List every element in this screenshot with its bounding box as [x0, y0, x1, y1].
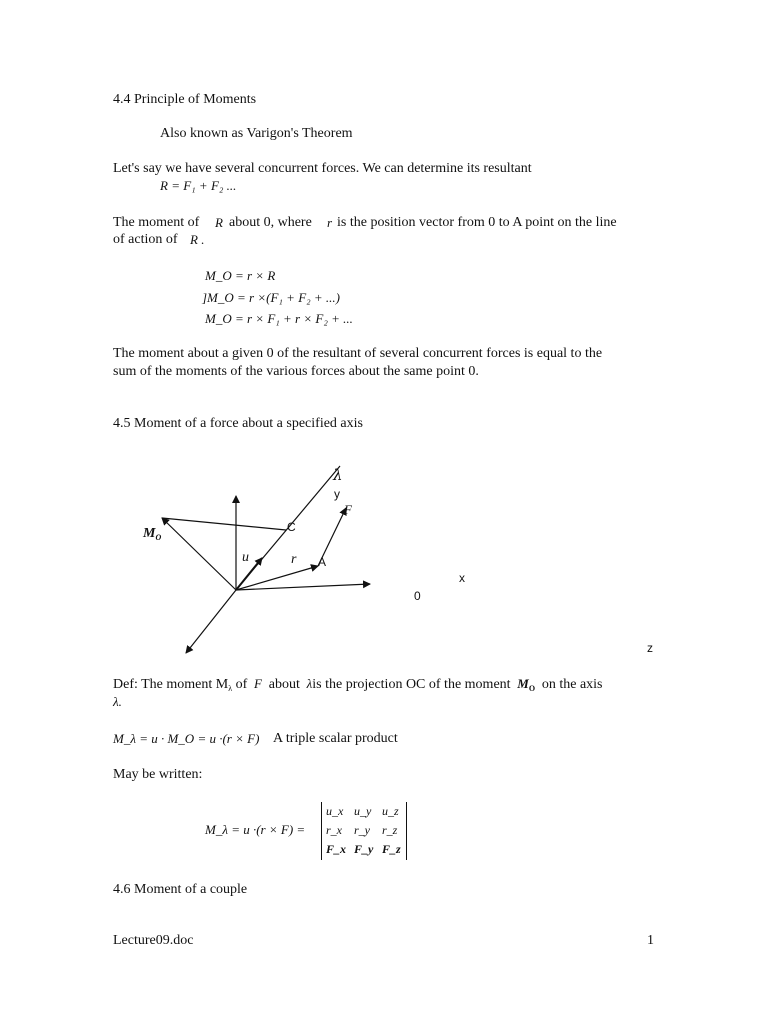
r-label: r — [291, 552, 297, 567]
def-F-symbol: F — [250, 676, 266, 691]
u-vector — [236, 558, 262, 590]
footer-filename: Lecture09.doc — [113, 933, 194, 948]
C-label: C — [287, 520, 296, 534]
statement-line1: The moment about a given 0 of the resultant of several concurrent forces is equal to the — [113, 346, 603, 361]
footer-page-number: 1 — [647, 933, 654, 948]
equation-1: M_O = r × R — [205, 268, 276, 283]
det-uz: u_z — [382, 804, 399, 818]
det-ry: r_y — [354, 823, 370, 837]
def-part-c: about — [268, 677, 300, 692]
statement-line2: sum of the moments of the various forces about the same point 0. — [113, 364, 479, 379]
section-heading-4-4: 4.4 Principle of Moments — [113, 92, 257, 107]
section-subtitle: Also known as Varigon's Theorem — [160, 126, 353, 141]
det-ux: u_x — [326, 804, 344, 818]
z-label: z — [647, 641, 653, 655]
determinant-matrix — [321, 802, 407, 860]
equation-2: ]M_O = r ×(F₁ + F₂ + ...) — [202, 290, 341, 305]
Mo-label: $M_O$ — [143, 526, 162, 542]
r-vector-symbol: r — [327, 215, 333, 230]
F-label: F — [344, 502, 352, 517]
intro-text: Let's say we have several concurrent forces. We can determine its resultant — [113, 161, 532, 176]
det-Fx: F_x — [326, 842, 347, 856]
definition-line2: λ. — [113, 694, 122, 709]
resultant-equation: R = F₁ + F₂ ... — [160, 178, 237, 193]
A-label: A — [318, 555, 327, 569]
moment-line2: of action of — [113, 232, 178, 247]
def-Mo-symbol: $M_O$ — [514, 676, 536, 693]
def-part-b: of — [235, 677, 248, 692]
y-label: y — [334, 487, 340, 501]
def-lambda-symbol: λ — [303, 676, 313, 691]
section-heading-4-5: 4.5 Moment of a force about a specified axis — [113, 416, 363, 431]
u-label: u — [242, 550, 249, 565]
det-rz: r_z — [382, 823, 398, 837]
triple-product-equation: M_λ = u · M_O = u ·(r × F) — [113, 731, 260, 746]
det-uy: u_y — [354, 804, 372, 818]
moment-line1-a: The moment of — [113, 215, 200, 230]
definition-line1 — [113, 676, 603, 697]
moment-line1-c: is the position vector from 0 to A point on the line — [337, 215, 617, 230]
Mo-vector — [162, 518, 236, 590]
x-axis — [236, 584, 370, 590]
def-lambda-sub: λ — [228, 684, 233, 693]
may-be-written: May be written: — [113, 767, 203, 782]
def-part-d: is the projection OC of the moment — [312, 677, 511, 692]
R-vector-symbol-2: R . — [190, 232, 205, 247]
det-rx: r_x — [326, 823, 342, 837]
section-heading-4-6: 4.6 Moment of a couple — [113, 882, 248, 897]
z-axis — [186, 590, 236, 653]
x-label: x — [459, 571, 465, 585]
det-Fz: F_z — [382, 842, 401, 856]
det-Fy: F_y — [354, 842, 374, 856]
R-vector-symbol: R — [215, 215, 223, 230]
lambda-label: λ — [333, 466, 343, 484]
def-part-e: on the axis — [541, 677, 603, 692]
Mo-to-C-line — [162, 518, 286, 530]
equation-3: M_O = r × F₁ + r × F₂ + ... — [205, 311, 353, 326]
def-part-a: Def: The moment M — [113, 677, 229, 692]
moment-line1-b: about 0, where — [229, 215, 312, 230]
determinant-equation: M_λ = u ·(r × F) = — [205, 822, 306, 837]
triple-product-label: A triple scalar product — [273, 731, 398, 746]
origin-label: 0 — [414, 589, 421, 603]
